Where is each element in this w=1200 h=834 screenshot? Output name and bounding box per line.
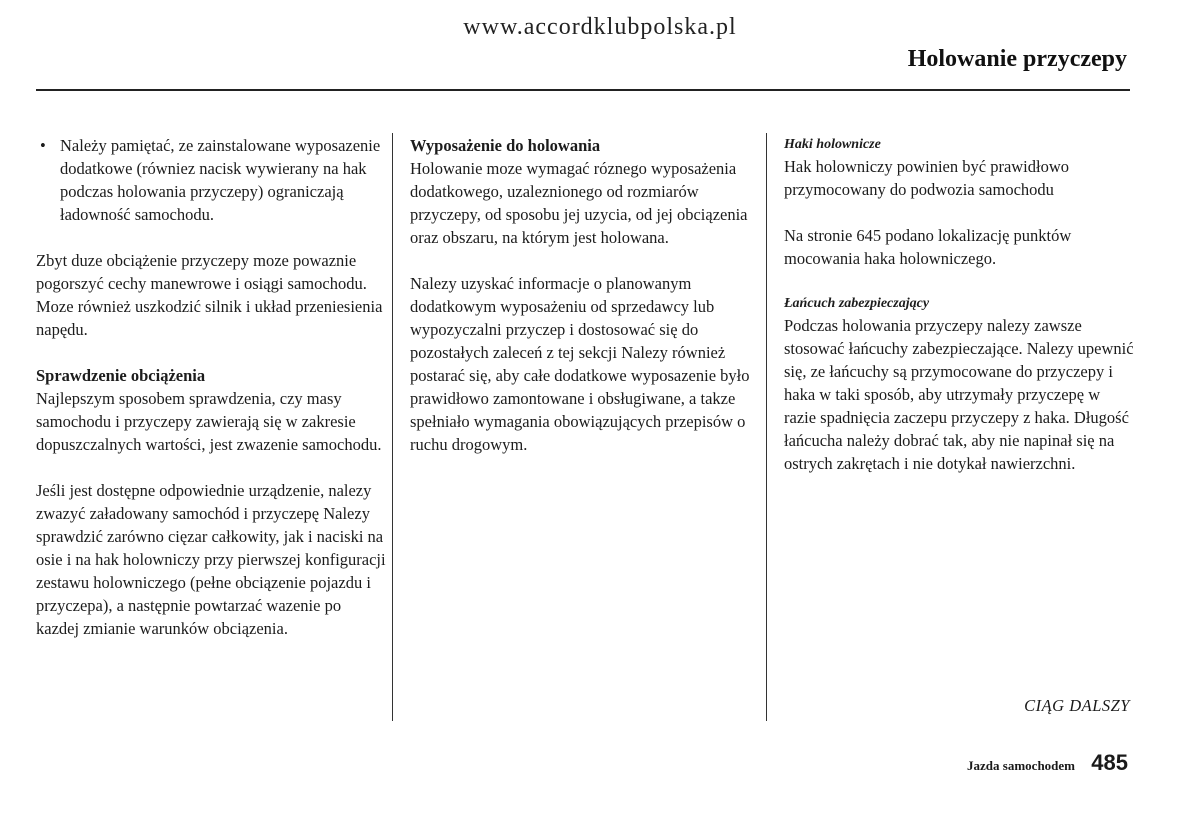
column-divider-2 bbox=[766, 133, 767, 721]
load-check-paragraph: Najlepszym sposobem sprawdzenia, czy masy samochodu i przyczepy zawierają się w zakresie dopuszczalnych wartości, jest zwazenie samochodu. bbox=[36, 389, 382, 454]
column-3 bbox=[784, 134, 1136, 498]
footer-section-name: Jazda samochodem bbox=[967, 758, 1075, 773]
weighing-paragraph: Jeśli jest dostępne odpowiednie urządzenie, nalezy zwazyć załadowany samochód i przyczepę Nalezy sprawdzić zarówno cięzar całkowity, jak i naciski na osie i na hak holowniczy przy pierwszej konfiguracji zestawu holowniczego (pełne obciązenie pojazdu i przyczepa), a następnie powtarzać wazenie po kazdej zmianie warunków obciązenia. bbox=[36, 481, 386, 638]
towing-equipment-heading: Wyposażenie do holowania bbox=[410, 136, 601, 155]
section-title: Holowanie przyczepy bbox=[907, 46, 1127, 72]
safety-chain-paragraph: Podczas holowania przyczepy nalezy zawsze stosować łańcuchy zabezpieczające. Nalezy upewnić się, ze łańcuchy są przymocowane do przyczepy i haka w taki sposób, aby utrzymały przyczepę w razie spadnięcia zaczepu przyczepy z haka. Długość łańcucha należy dobrać tak, aby nie napinał się na ostrych zakrętach i nie dotykał nawierzchni. bbox=[784, 316, 1134, 473]
page-number: 485 bbox=[1091, 750, 1128, 775]
tow-hooks-heading: Haki holownicze bbox=[784, 137, 881, 152]
watermark-url: www.accordklubpolska.pl bbox=[463, 14, 737, 40]
bullet-item bbox=[36, 134, 388, 226]
column-divider-1 bbox=[392, 133, 393, 721]
bullet-text: Należy pamiętać, ze zainstalowane wyposazenie dodatkowe (równiez nacisk wywierany na hak podczas holowania przyczepy) ograniczają ładowność samochodu. bbox=[60, 136, 381, 224]
towing-equipment-paragraph: Holowanie moze wymagać róznego wyposażenia dodatkowego, uzaleznionego od rozmiarów przyczepy, od sposobu jej uzycia, od jej obciązenia oraz obszaru, na którym jest holowana. bbox=[410, 159, 748, 247]
mounting-points-paragraph: Na stronie 645 podano lokalizację punktów mocowania haka holowniczego. bbox=[784, 226, 1072, 268]
continued-label: CIĄG DALSZY bbox=[1024, 696, 1130, 715]
header-rule bbox=[36, 89, 1130, 91]
dealer-info-paragraph: Nalezy uzyskać informacje o planowanym dodatkowym wyposażeniu od sprzedawcy lub wypozyczalni przyczep i dostosować się do pozostałych zaleceń z tej sekcji Nalezy również postarać się, aby całe dodatkowe wyposazenie było prawidłowo zamontowane i obsługiwane, a takze spełniało wymagania obowiązujących przepisów o ruchu drogowym. bbox=[410, 274, 750, 454]
bullet-dot-icon: • bbox=[40, 136, 46, 155]
overload-paragraph: Zbyt duze obciążenie przyczepy moze powaznie pogorszyć cechy manewrowe i osiągi samochodu. Moze również uszkodzić silnik i układ przeniesienia napędu. bbox=[36, 251, 383, 339]
load-check-heading: Sprawdzenie obciążenia bbox=[36, 366, 206, 385]
tow-hooks-paragraph: Hak holowniczy powinien być prawidłowo przymocowany do podwozia samochodu bbox=[784, 157, 1070, 199]
column-2 bbox=[410, 134, 760, 479]
column-1 bbox=[36, 134, 388, 663]
safety-chain-heading: Łańcuch zabezpieczający bbox=[784, 296, 930, 311]
